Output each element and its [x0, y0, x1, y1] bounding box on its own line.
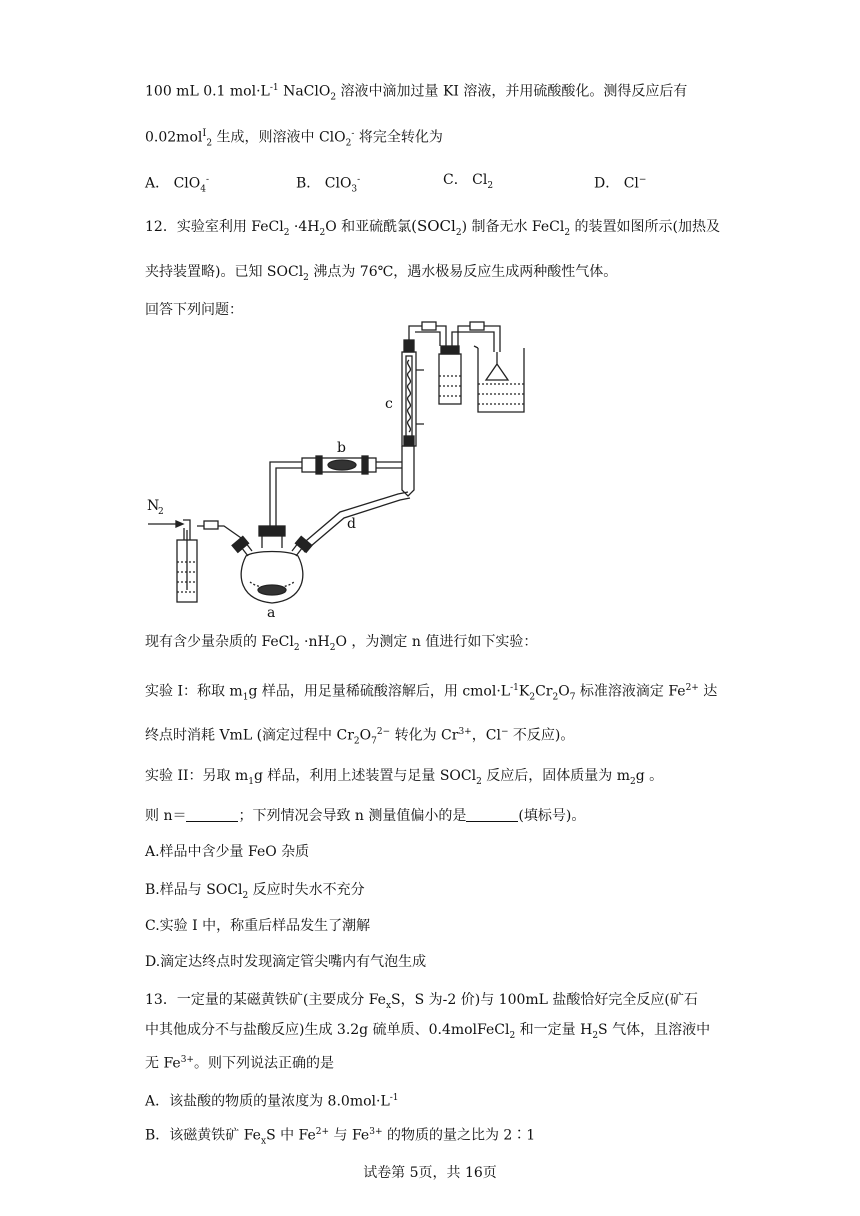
beaker: [478, 348, 524, 412]
q12-stem-line2: 夹持装置略)。已知 SOCl$_2$ 沸点为 76℃，遇水极易反应生成两种酸性气体。: [145, 264, 618, 283]
wash-bottle-right: [439, 354, 461, 404]
q13-stem-line1: 13．一定量的某磁黄铁矿(主要成分 $Fe_xS$，S 为-2 价)与 100mL 盐酸恰好完全反应(矿石: [145, 992, 698, 1011]
q11-option-b: B． ClO$_3$-: [296, 175, 361, 195]
side-arm-d: [300, 492, 408, 546]
label-d: d: [347, 516, 356, 532]
drying-tube-b: [302, 458, 376, 472]
q13-stem-line2: 中其他成分不与盐酸反应)生成 3.2g 硫单质、0.4molFeCl$_2$ 和一定量 $H_2S$ 气体，且溶液中: [145, 1022, 711, 1041]
q12-choice-c: C.实验 I 中，称重后样品发生了潮解: [145, 918, 371, 934]
q13-option-a: A．该盐酸的物质的量浓度为 $8.0mol\cdot L^{-1}$: [145, 1093, 399, 1110]
wash-bottle-left: [177, 540, 197, 602]
q11-line2: 0.02mol$^I_2$ 生成，则溶液中 ClO$_2$- 将完全转化为: [145, 128, 443, 149]
q12-choice-a: A.样品中含少量 FeO 杂质: [145, 844, 310, 860]
q11-option-d: D． Cl−: [594, 175, 647, 192]
q13-stem-line3: 无 $Fe^{3+}$。则下列说法正确的是: [145, 1055, 334, 1072]
n2-label: N: [147, 498, 160, 514]
q11-line1: 100 mL 0.1 $mol\cdot L^{-1}$ NaClO$_2$ 溶液中滴加过量 KI 溶液，并用硫酸酸化。测得反应后有: [145, 83, 688, 103]
q12-choice-b: B.样品与 SOCl$_2$ 反应时失水不充分: [145, 882, 365, 901]
page-footer: 试卷第 5页，共 16页: [363, 1165, 497, 1181]
label-a: a: [267, 605, 276, 621]
three-neck-flask: [241, 552, 303, 604]
q12-prompt: 回答下列问题：: [145, 302, 243, 318]
q11-option-c: C． $Cl_2$: [443, 172, 494, 191]
q12-fill-question: 则 n＝ ；下列情况会导致 n 测量值偏小的是 (填标号)。: [145, 808, 586, 824]
q12-stem-line1: 12．实验室利用 FeCl$_2$ $\cdot 4H_2O$ 和亚硫酰氯(SOCl$_2$) 制备无水 FeCl$_2$ 的装置如图所示(加热及: [145, 217, 721, 238]
condenser-c: [402, 352, 416, 446]
label-c: c: [385, 396, 393, 412]
n2-label-sub: 2: [158, 507, 164, 517]
answer-blank-choice[interactable]: [466, 807, 518, 822]
q12-line4: 现有含少量杂质的 FeCl$_2$ $\cdot nH_2O$ ，为测定 n 值进行如下实验：: [145, 634, 538, 653]
q12-experiment-2: 实验 II：另取 $m_1g$ 样品，利用上述装置与足量 SOCl$_2$ 反应后，固体质量为 $m_2g$ 。: [145, 768, 664, 787]
q11-option-a: A． ClO$_4$-: [145, 175, 210, 195]
q12-experiment-1-line2: 终点时消耗 VmL (滴定过程中 $Cr_2O_7^{2-}$ 转化为 $Cr^{3+}$，Cl− 不反应)。: [145, 727, 575, 747]
q12-experiment-1-line1: 实验 I：称取 $m_1g$ 样品，用足量稀硫酸溶解后，用 $cmol\cdot L^{-1}K_2Cr_2O_7$ 标准溶液滴定 $Fe^{2+}$ 达: [145, 683, 718, 703]
answer-blank-n[interactable]: [186, 807, 238, 822]
label-b: b: [337, 440, 346, 456]
q13-option-b: B．该磁黄铁矿 $Fe_xS$ 中 $Fe^{2+}$ 与 $Fe^{3+}$ 的物质的量之比为 2∶1: [145, 1127, 536, 1147]
q12-choice-d: D.滴定达终点时发现滴定管尖嘴内有气泡生成: [145, 954, 427, 970]
